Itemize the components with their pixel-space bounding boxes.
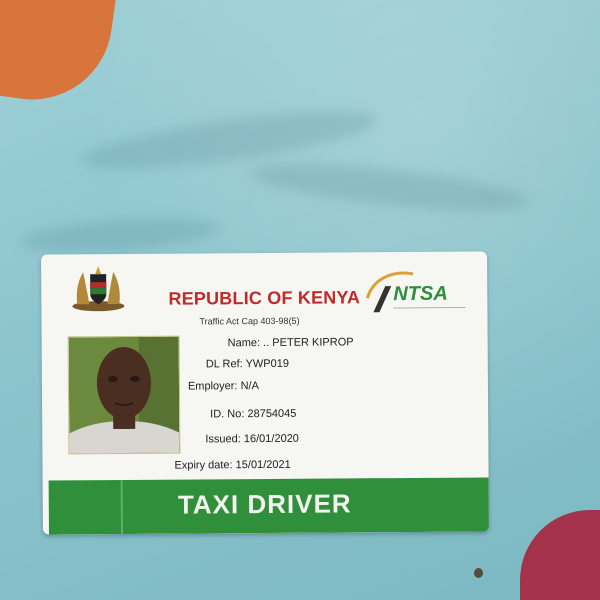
id-number-label: ID. No: (210, 408, 245, 421)
role-text: TAXI DRIVER (177, 488, 352, 520)
employer-value: N/A (240, 380, 259, 393)
expiry-value: 15/01/2021 (235, 458, 291, 472)
expiry-field (174, 459, 290, 472)
red-fabric (520, 510, 600, 600)
card-subtitle: Traffic Act Cap 403-98(5) (199, 315, 300, 327)
svg-text:NTSA: NTSA (393, 282, 448, 306)
dl-ref-value: YWP019 (245, 357, 290, 371)
id-card (41, 251, 489, 534)
issued-field (205, 433, 299, 446)
fabric-fold (249, 155, 531, 219)
name-label: Name: (227, 337, 261, 350)
ntsa-logo (363, 268, 473, 317)
employer-field (188, 380, 259, 392)
issued-value: 16/01/2020 (243, 432, 299, 446)
debris-speck (474, 568, 483, 578)
fabric-fold (19, 213, 221, 257)
name-field (228, 336, 354, 349)
employer-label: Employer: (187, 380, 238, 393)
id-number-value: 28754045 (247, 407, 297, 421)
name-value: .. PETER KIPROP (263, 336, 354, 350)
dl-ref-field (206, 358, 289, 371)
expiry-label: Expiry date: (174, 459, 233, 472)
driver-photo (68, 336, 181, 455)
issued-label: Issued: (205, 433, 241, 446)
dl-ref-label: DL Ref: (205, 358, 243, 371)
role-band (49, 477, 489, 534)
id-number-field (210, 408, 296, 421)
orange-fabric (0, 0, 118, 110)
coat-of-arms-icon (69, 260, 127, 312)
portrait-image (69, 337, 180, 454)
card-title: REPUBLIC OF KENYA (168, 287, 361, 309)
